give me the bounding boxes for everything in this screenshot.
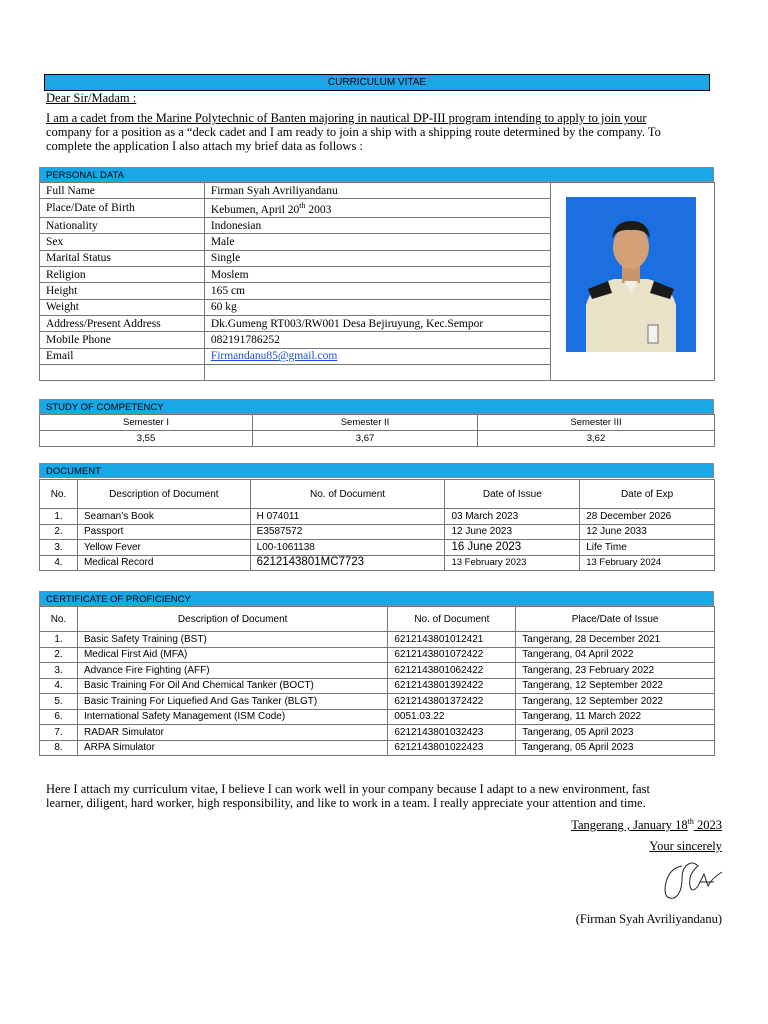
doc-issue-date: 03 March 2023 bbox=[445, 509, 580, 525]
closing-line-1: Here I attach my curriculum vitae, I believe I can work well in your company because I adapt to a new environment, fast bbox=[46, 782, 650, 796]
cert-place-date: Tangerang, 12 September 2022 bbox=[516, 678, 715, 694]
cert-number: 0051.03.22 bbox=[388, 709, 516, 725]
personal-value-text: 082191786252 bbox=[210, 333, 280, 346]
personal-value bbox=[204, 315, 551, 331]
cert-place-date: Tangerang, 11 March 2022 bbox=[516, 709, 715, 725]
doc-number: 6212143801MC7723 bbox=[250, 555, 445, 571]
certificate-table bbox=[39, 606, 715, 756]
table-row bbox=[40, 647, 715, 663]
cert-number: 6212143801062422 bbox=[388, 663, 516, 679]
cert-no: 1. bbox=[40, 632, 78, 648]
doc-exp-date: Life Time bbox=[580, 540, 715, 556]
document-header: DOCUMENT bbox=[39, 463, 714, 478]
doc-exp-date: 12 June 2033 bbox=[580, 524, 715, 540]
cert-col-description: Description of Document bbox=[77, 607, 387, 632]
cert-place-date: Tangerang, 04 April 2022 bbox=[516, 647, 715, 663]
certificate-header: CERTIFICATE OF PROFICIENCY bbox=[39, 591, 714, 606]
personal-value-text: Dk.Gumeng RT003/RW001 Desa Bejiruyung, Kec.Sempor bbox=[210, 317, 484, 330]
table-row bbox=[40, 524, 715, 540]
semester-1-label: Semester I bbox=[40, 415, 253, 431]
personal-value bbox=[204, 267, 551, 283]
doc-number: H 074011 bbox=[250, 509, 445, 525]
personal-value bbox=[204, 332, 551, 348]
doc-description: Passport bbox=[77, 524, 250, 540]
personal-value-text: Kebumen, April 20 bbox=[210, 204, 300, 217]
cert-place-date: Tangerang, 23 February 2022 bbox=[516, 663, 715, 679]
doc-col-no: No. bbox=[40, 480, 78, 509]
personal-value bbox=[204, 199, 551, 218]
table-row bbox=[40, 663, 715, 679]
doc-no: 4. bbox=[40, 555, 78, 571]
cert-number: 6212143801372422 bbox=[388, 694, 516, 710]
doc-number: E3587572 bbox=[250, 524, 445, 540]
cert-col-place-date: Place/Date of Issue bbox=[516, 607, 715, 632]
table-row bbox=[40, 694, 715, 710]
table-row bbox=[40, 509, 715, 525]
personal-label: Address/Present Address bbox=[40, 315, 205, 331]
doc-description: Medical Record bbox=[77, 555, 250, 571]
semester-2-label: Semester II bbox=[253, 415, 478, 431]
personal-label: Weight bbox=[40, 299, 205, 315]
intro-line-3: complete the application I also attach my brief data as follows : bbox=[46, 139, 363, 153]
date-suffix: 2023 bbox=[693, 818, 722, 833]
semester-3-value: 3,62 bbox=[478, 431, 715, 447]
personal-label: Place/Date of Birth bbox=[40, 199, 205, 218]
semester-3-label: Semester III bbox=[478, 415, 715, 431]
sincerely: Your sincerely bbox=[649, 839, 722, 853]
personal-value[interactable] bbox=[204, 348, 551, 364]
cert-place-date: Tangerang, 28 December 2021 bbox=[516, 632, 715, 648]
personal-value-text: Moslem bbox=[210, 268, 249, 281]
personal-label: Religion bbox=[40, 267, 205, 283]
doc-description: Seaman’s Book bbox=[77, 509, 250, 525]
cv-title: CURRICULUM VITAE bbox=[44, 74, 710, 91]
cert-no: 6. bbox=[40, 709, 78, 725]
birth-year: 2003 bbox=[305, 204, 332, 217]
personal-value bbox=[204, 183, 551, 199]
date-sup: th bbox=[687, 817, 694, 826]
cert-no: 8. bbox=[40, 740, 78, 756]
signature-name: (Firman Syah Avriliyandanu) bbox=[575, 912, 722, 926]
personal-label: Marital Status bbox=[40, 250, 205, 266]
table-row bbox=[40, 740, 715, 756]
cert-description: International Safety Management (ISM Code) bbox=[77, 709, 387, 725]
doc-no: 1. bbox=[40, 509, 78, 525]
cert-no: 3. bbox=[40, 663, 78, 679]
personal-value-text: 60 kg bbox=[210, 301, 237, 314]
cert-number: 6212143801392422 bbox=[388, 678, 516, 694]
cert-number: 6212143801012421 bbox=[388, 632, 516, 648]
cert-col-no: No. bbox=[40, 607, 78, 632]
competency-table bbox=[39, 414, 715, 447]
doc-no: 3. bbox=[40, 540, 78, 556]
intro-line-1: I am a cadet from the Marine Polytechnic of Banten majoring in nautical DP-III program intending to apply to join your bbox=[46, 111, 647, 125]
table-row bbox=[40, 632, 715, 648]
semester-1-value: 3,55 bbox=[40, 431, 253, 447]
personal-value bbox=[204, 234, 551, 250]
doc-issue-date: 12 June 2023 bbox=[445, 524, 580, 540]
personal-label: Full Name bbox=[40, 183, 205, 199]
personal-value-text: Male bbox=[210, 236, 235, 249]
email-link[interactable]: Firmandanu85@gmail.com bbox=[210, 350, 338, 363]
cert-place-date: Tangerang, 05 April 2023 bbox=[516, 725, 715, 741]
cert-description: Basic Training For Liquefied And Gas Tanker (BLGT) bbox=[77, 694, 387, 710]
signature-icon bbox=[652, 856, 732, 906]
table-row bbox=[40, 678, 715, 694]
cert-description: ARPA Simulator bbox=[77, 740, 387, 756]
doc-col-number: No. of Document bbox=[250, 480, 445, 509]
cert-no: 4. bbox=[40, 678, 78, 694]
cert-description: Advance Fire Fighting (AFF) bbox=[77, 663, 387, 679]
doc-col-exp: Date of Exp bbox=[580, 480, 715, 509]
doc-number: L00-1061138 bbox=[250, 540, 445, 556]
personal-value bbox=[204, 250, 551, 266]
table-row bbox=[40, 540, 715, 556]
doc-exp-date: 28 December 2026 bbox=[580, 509, 715, 525]
personal-value bbox=[204, 299, 551, 315]
competency-header: STUDY OF COMPETENCY bbox=[39, 399, 714, 414]
table-row bbox=[40, 709, 715, 725]
personal-label: Sex bbox=[40, 234, 205, 250]
personal-value-text: Indonesian bbox=[210, 219, 262, 232]
doc-col-description: Description of Document bbox=[77, 480, 250, 509]
birth-date-sup: th bbox=[299, 201, 306, 211]
cert-number: 6212143801072422 bbox=[388, 647, 516, 663]
personal-label: Mobile Phone bbox=[40, 332, 205, 348]
personal-label: Email bbox=[40, 348, 205, 364]
cert-no: 2. bbox=[40, 647, 78, 663]
table-row bbox=[40, 725, 715, 741]
intro-line-2: company for a position as a “deck cadet and I am ready to join a ship with a shipping route determined by the company. To bbox=[46, 125, 661, 139]
doc-col-issue: Date of Issue bbox=[445, 480, 580, 509]
cert-place-date: Tangerang, 05 April 2023 bbox=[516, 740, 715, 756]
personal-value-text: Firman Syah Avriliyandanu bbox=[210, 184, 338, 197]
table-row bbox=[40, 555, 715, 571]
personal-value-text: 165 cm bbox=[210, 284, 245, 297]
doc-exp-date: 13 February 2024 bbox=[580, 555, 715, 571]
greeting: Dear Sir/Madam : bbox=[46, 91, 137, 105]
blank-cell bbox=[204, 364, 551, 380]
cert-description: Basic Safety Training (BST) bbox=[77, 632, 387, 648]
personal-label: Nationality bbox=[40, 218, 205, 234]
closing-line-2: learner, diligent, hard worker, high responsibility, and like to work in a team. I really appreciate your attention and time. bbox=[46, 796, 646, 810]
personal-value-text: Single bbox=[210, 252, 241, 265]
personal-label: Height bbox=[40, 283, 205, 299]
cert-no: 7. bbox=[40, 725, 78, 741]
personal-data-header: PERSONAL DATA bbox=[39, 167, 714, 182]
profile-photo bbox=[566, 197, 696, 352]
cert-no: 5. bbox=[40, 694, 78, 710]
cert-number: 6212143801032423 bbox=[388, 725, 516, 741]
doc-issue-date: 13 February 2023 bbox=[445, 555, 580, 571]
cert-place-date: Tangerang, 12 September 2022 bbox=[516, 694, 715, 710]
doc-issue-date: 16 June 2023 bbox=[445, 540, 580, 556]
document-table bbox=[39, 479, 715, 571]
semester-2-value: 3,67 bbox=[253, 431, 478, 447]
cert-description: Basic Training For Oil And Chemical Tanker (BOCT) bbox=[77, 678, 387, 694]
date-prefix: Tangerang , January 18 bbox=[571, 818, 688, 833]
cert-description: Medical First Aid (MFA) bbox=[77, 647, 387, 663]
cert-description: RADAR Simulator bbox=[77, 725, 387, 741]
personal-value bbox=[204, 283, 551, 299]
personal-value bbox=[204, 218, 551, 234]
doc-description: Yellow Fever bbox=[77, 540, 250, 556]
cert-number: 6212143801022423 bbox=[388, 740, 516, 756]
cadet-photo-icon bbox=[566, 197, 696, 352]
closing-date bbox=[571, 817, 722, 833]
doc-no: 2. bbox=[40, 524, 78, 540]
blank-cell bbox=[40, 364, 205, 380]
cert-col-number: No. of Document bbox=[388, 607, 516, 632]
